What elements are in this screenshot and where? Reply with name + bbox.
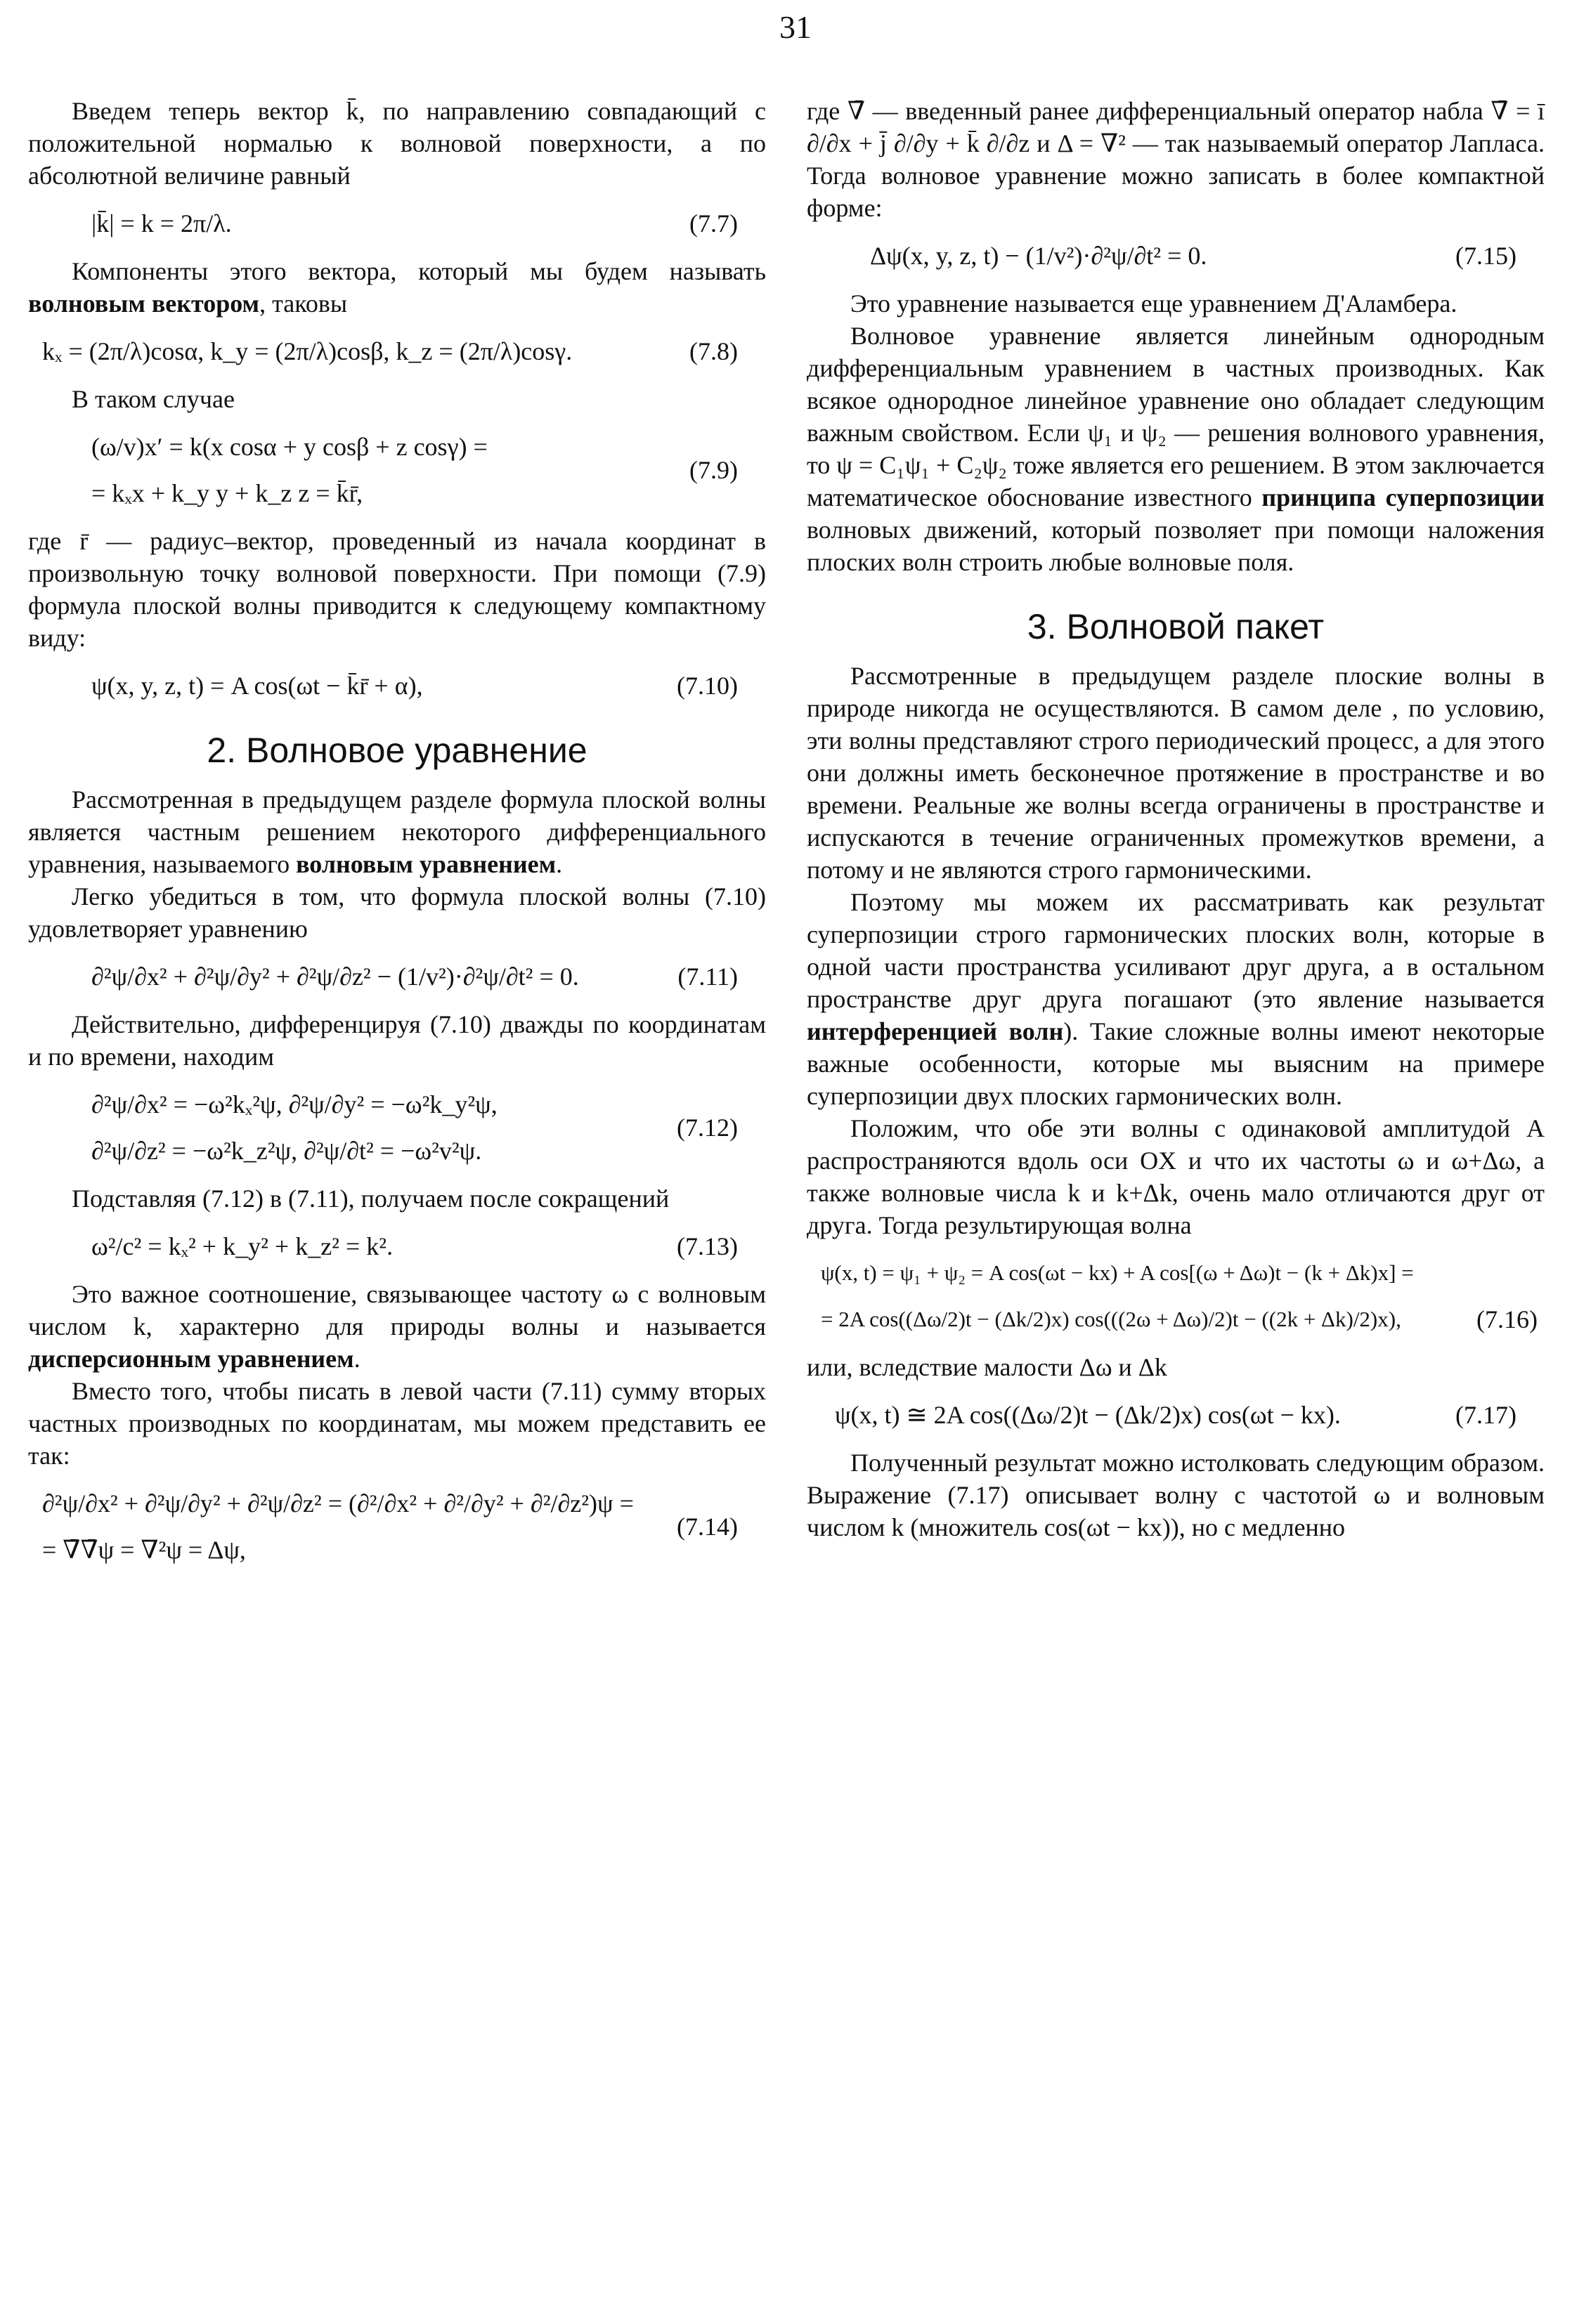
equation-7-17: [807, 1399, 1545, 1431]
equation-body: ω²/c² = kₓ² + k_y² + k_z² = k².: [91, 1232, 394, 1260]
equation-body: ψ(x, t) ≅ 2A cos((Δω/2)t − (Δk/2)x) cos(ωt − kx).: [835, 1401, 1341, 1429]
equation-7-11: [28, 960, 766, 993]
text: Поэтому мы можем их рассматривать как результат суперпозиции строго гармонических плоских волн, которые в одной части пространства усиливают друг друга, а в остальном пространстве друг друга погашают (это явление называется: [807, 888, 1545, 1013]
equation-number: (7.8): [689, 337, 738, 365]
right-column: [807, 95, 1545, 1543]
term-interference: интерференцией волн: [807, 1017, 1064, 1045]
equation-number: (7.7): [689, 209, 738, 237]
text: Компоненты этого вектора, который мы будем называть: [72, 257, 766, 285]
paragraph: [807, 320, 1545, 578]
paragraph: В таком случае: [72, 385, 235, 413]
left-column: [28, 95, 766, 1581]
equation-7-10: [28, 670, 766, 702]
paragraph: Легко убедиться в том, что формула плоской волны (7.10) удовлетворяет уравнению: [28, 882, 766, 943]
equation-body: ∂²ψ/∂x² + ∂²ψ/∂y² + ∂²ψ/∂z² − (1/v²)·∂²ψ/∂t² = 0.: [91, 962, 579, 991]
equation-7-9: [28, 431, 766, 509]
paragraph: Действительно, дифференцируя (7.10) дважды по координатам и по времени, находим: [28, 1010, 766, 1071]
page-number: 31: [779, 9, 812, 45]
equation-line: ∂²ψ/∂x² + ∂²ψ/∂y² + ∂²ψ/∂z² = (∂²/∂x² + ∂²/∂y² + ∂²/∂z²)ψ =: [42, 1489, 634, 1517]
paragraph: [807, 886, 1545, 1112]
paragraph: где ∇̄ — введенный ранее дифференциальный оператор набла ∇̄ = ī ∂/∂x + j̄ ∂/∂y + k̄ ∂/∂z и Δ = ∇² — так называемый оператор Лапласа. Тогда волновое уравнение можно записать в более компактной форме:: [807, 97, 1545, 222]
text: Рассмотренная в предыдущем разделе формула плоской волны является частным решением некоторого дифференциального уравнения, называемого: [28, 785, 766, 878]
equation-number: (7.12): [677, 1114, 738, 1142]
paragraph: [28, 783, 766, 880]
equation-line: = ∇̄∇̄ψ = ∇²ψ = Δψ,: [42, 1536, 246, 1564]
equation-number: (7.10): [677, 672, 738, 700]
equation-body: [28, 1088, 766, 1167]
equation-body: [807, 1257, 1545, 1336]
equation-line: ∂²ψ/∂x² = −ω²kₓ²ψ, ∂²ψ/∂y² = −ω²k_y²ψ,: [91, 1090, 498, 1118]
equation-body: |k̄| = k = 2π/λ.: [91, 209, 232, 237]
paragraph: Полученный результат можно истолковать следующим образом. Выражение (7.17) описывает волну с частотой ω и волновым числом k (множитель cos(ωt − kx)), но с медленно: [807, 1449, 1545, 1541]
equation-line: = 2A cos((Δω/2)t − (Δk/2)x) cos(((2ω + Δω)/2)t − ((2k + Δk)/2)x),: [821, 1307, 1401, 1331]
text: .: [556, 850, 563, 878]
text: волновых движений, который позволяет при помощи наложения плоских волн строить любые волновые поля.: [807, 516, 1545, 576]
equation-number: (7.9): [689, 456, 738, 484]
equation-7-15: [807, 240, 1545, 272]
paragraph: где r̄ — радиус–вектор, проведенный из начала координат в произвольную точку волновой поверхности. При помощи (7.9) формула плоской волны приводится к следующему компактному виду:: [28, 527, 766, 652]
paragraph: Рассмотренные в предыдущем разделе плоские волны в природе никогда не осуществляются. В самом деле , по условию, эти волны представляют строго периодический процесс, а для этого они должны иметь бесконечное протяжение в пространстве и во времени. Реальные же волны всегда ограничены в пространстве и испускаются в течение ограниченных промежутков времени, а потому и не являются строго гармоническими.: [807, 662, 1545, 884]
equation-line: = kₓx + k_y y + k_z z = k̄r̄,: [91, 479, 363, 507]
paragraph: Подставляя (7.12) в (7.11), получаем после сокращений: [72, 1184, 670, 1213]
equation-body: kₓ = (2π/λ)cosα, k_y = (2π/λ)cosβ, k_z = (2π/λ)cosγ.: [42, 337, 573, 365]
equation-number: (7.14): [677, 1513, 738, 1541]
term-dispersion-equation: дисперсионным уравнением: [28, 1345, 354, 1373]
text: , таковы: [259, 289, 348, 318]
equation-number: (7.16): [1476, 1305, 1538, 1333]
equation-line: (ω/v)x′ = k(x cosα + y cosβ + z cosγ) =: [91, 433, 488, 461]
paragraph: Введем теперь вектор k̄, по направлению совпадающий с положительной нормалью к волновой поверхности, а по абсолютной величине равный: [28, 97, 766, 190]
term-wave-vector: волновым вектором: [28, 289, 260, 318]
section-heading-wave-equation: 2. Волновое уравнение: [207, 731, 587, 770]
paragraph: [28, 255, 766, 320]
section-heading-wave-packet: 3. Волновой пакет: [1027, 607, 1325, 646]
text: Волновое уравнение является линейным однородным дифференциальным уравнением в частных производных. Как всякое однородное линейное уравнение оно обладает следующим важным свойством. Если ψ₁ и ψ₂ — решения волнового уравнения, то ψ = C₁ψ₁ + C₂ψ₂ тоже является его решением. В этом заключается математическое обоснование известного: [807, 322, 1545, 511]
equation-number: (7.11): [677, 962, 738, 991]
equation-7-13: [28, 1230, 766, 1262]
term-wave-equation: волновым уравнением: [296, 850, 557, 878]
equation-7-14: [28, 1487, 766, 1566]
equation-number: (7.17): [1455, 1401, 1517, 1429]
text: Это важное соотношение, связывающее частоту ω с волновым числом k, характерно для природы волны и называется: [28, 1280, 766, 1340]
paragraph: Положим, что обе эти волны с одинаковой амплитудой A распространяются вдоль оси OX и что их частоты ω и ω+Δω, а также волновые числа k и k+Δk, очень мало отличаются друг от друга. Тогда результирующая волна: [807, 1114, 1545, 1239]
equation-7-8: [28, 335, 766, 367]
equation-7-7: [28, 207, 766, 240]
text: ). Такие сложные волны имеют некоторые важные особенности, которые мы выясним на примере суперпозиции двух плоских гармонических волн.: [807, 1017, 1545, 1110]
paragraph: Это уравнение называется еще уравнением Д'Аламбера.: [850, 289, 1457, 318]
paragraph: Вместо того, чтобы писать в левой части (7.11) сумму вторых частных производных по координатам, мы можем представить ее так:: [28, 1377, 766, 1470]
equation-body: Δψ(x, y, z, t) − (1/v²)·∂²ψ/∂t² = 0.: [870, 242, 1207, 270]
equation-body: [28, 431, 766, 509]
text: .: [353, 1345, 361, 1373]
equation-number: (7.13): [677, 1232, 738, 1260]
term-superposition-principle: принципа суперпозиции: [1261, 483, 1545, 511]
paragraph: [28, 1278, 766, 1375]
equation-body: [28, 1487, 766, 1566]
equation-line: ψ(x, t) = ψ₁ + ψ₂ = A cos(ωt − kx) + A cos[(ω + Δω)t − (k + Δk)x] =: [821, 1260, 1414, 1285]
equation-7-12: [28, 1088, 766, 1167]
equation-7-16: [807, 1257, 1545, 1336]
equation-body: ψ(x, y, z, t) = A cos(ωt − k̄r̄ + α),: [91, 672, 423, 700]
equation-number: (7.15): [1455, 242, 1517, 270]
paragraph: или, вследствие малости Δω и Δk: [807, 1353, 1167, 1381]
equation-line: ∂²ψ/∂z² = −ω²k_z²ψ, ∂²ψ/∂t² = −ω²v²ψ.: [91, 1137, 482, 1165]
